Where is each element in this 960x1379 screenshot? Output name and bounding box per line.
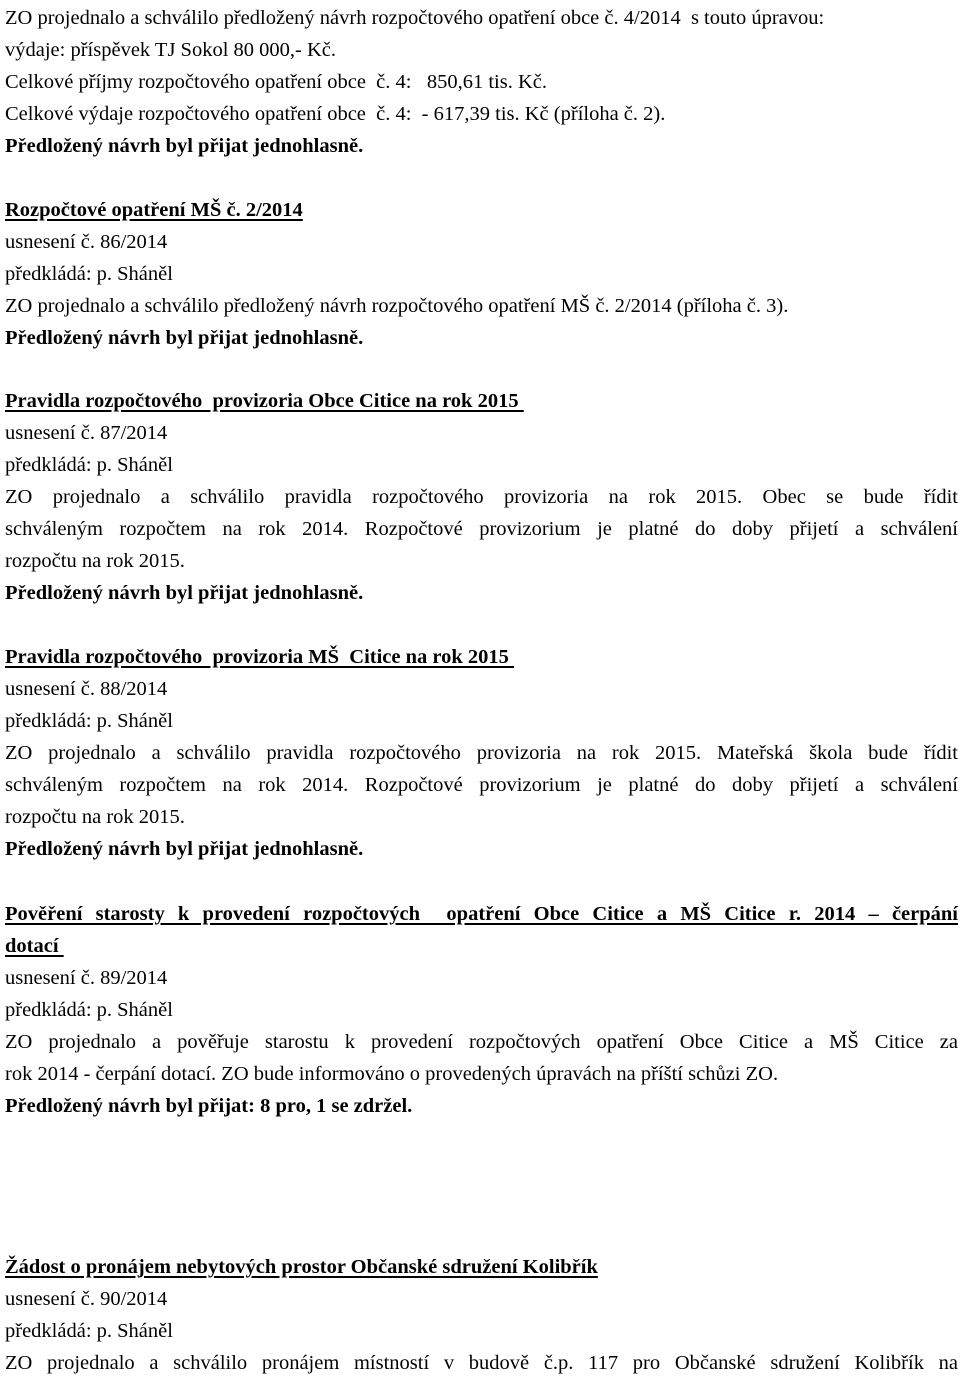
resolution-number: usnesení č. 88/2014 — [5, 678, 168, 700]
intro-text-line-1: ZO projednalo a schválilo předložený návrh rozpočtového opatření obce č. 4/2014 s touto úpravou: — [5, 7, 825, 29]
intro-income-line: Celkové příjmy rozpočtového opatření obce č. 4: 850,61 tis. Kč. — [5, 71, 547, 93]
section-text-line-3: rozpočtu na rok 2015. — [5, 550, 185, 572]
section-heading: Žádost o pronájem nebytových prostor Občanské sdružení Kolibřík — [5, 1256, 598, 1278]
resolution-number: usnesení č. 90/2014 — [5, 1288, 168, 1310]
presenter: předkládá: p. Sháněl — [5, 999, 173, 1021]
section-result: Předložený návrh byl přijat jednohlasně. — [5, 582, 364, 604]
section-heading: Pravidla rozpočtového provizoria Obce Citice na rok 2015 — [5, 390, 524, 412]
section-heading-line-2: dotací — [5, 935, 64, 957]
section-text-line-1: ZO projednalo a pověřuje starostu k provedení rozpočtových opatření Obce Citice a MŠ Citice za — [5, 1031, 958, 1053]
section-result: Předložený návrh byl přijat: 8 pro, 1 se zdržel. — [5, 1095, 413, 1117]
presenter: předkládá: p. Sháněl — [5, 1320, 173, 1342]
section-result: Předložený návrh byl přijat jednohlasně. — [5, 838, 364, 860]
intro-text-line-2: výdaje: příspěvek TJ Sokol 80 000,- Kč. — [5, 39, 336, 61]
intro-expense-line: Celkové výdaje rozpočtového opatření obce č. 4: - 617,39 tis. Kč (příloha č. 2). — [5, 103, 666, 125]
section-text-line-2: schváleným rozpočtem na rok 2014. Rozpočtové provizorium je platné do doby přijetí a schválení — [5, 774, 958, 796]
presenter: předkládá: p. Sháněl — [5, 263, 173, 285]
section-text-line-1: ZO projednalo a schválilo pronájem místností v budově č.p. 117 pro Občanské sdružení Kolibřík na — [5, 1352, 958, 1374]
section-heading: Pravidla rozpočtového provizoria MŠ Citice na rok 2015 — [5, 646, 515, 668]
resolution-number: usnesení č. 86/2014 — [5, 231, 168, 253]
section-text-line-1: ZO projednalo a schválilo pravidla rozpočtového provizoria na rok 2015. Mateřská škola bude řídit — [5, 742, 958, 764]
resolution-number: usnesení č. 87/2014 — [5, 422, 168, 444]
section-text: ZO projednalo a schválilo předložený návrh rozpočtového opatření MŠ č. 2/2014 (příloha č. 3). — [5, 295, 789, 317]
section-text-line-3: rozpočtu na rok 2015. — [5, 806, 185, 828]
section-text-line-2: schváleným rozpočtem na rok 2014. Rozpočtové provizorium je platné do doby přijetí a schválení — [5, 518, 958, 540]
presenter: předkládá: p. Sháněl — [5, 454, 173, 476]
section-heading-line-1: Pověření starosty k provedení rozpočtových opatření Obce Citice a MŠ Citice r. 2014 – čerpání — [5, 903, 958, 925]
section-text-line-1: ZO projednalo a schválilo pravidla rozpočtového provizoria na rok 2015. Obec se bude řídit — [5, 486, 958, 508]
section-heading: Rozpočtové opatření MŠ č. 2/2014 — [5, 199, 303, 221]
section-result: Předložený návrh byl přijat jednohlasně. — [5, 327, 364, 349]
intro-result: Předložený návrh byl přijat jednohlasně. — [5, 135, 364, 157]
section-text-line-2: rok 2014 - čerpání dotací. ZO bude informováno o provedených úpravách na příští schůzi ZO. — [5, 1063, 779, 1085]
presenter: předkládá: p. Sháněl — [5, 710, 173, 732]
resolution-number: usnesení č. 89/2014 — [5, 967, 168, 989]
